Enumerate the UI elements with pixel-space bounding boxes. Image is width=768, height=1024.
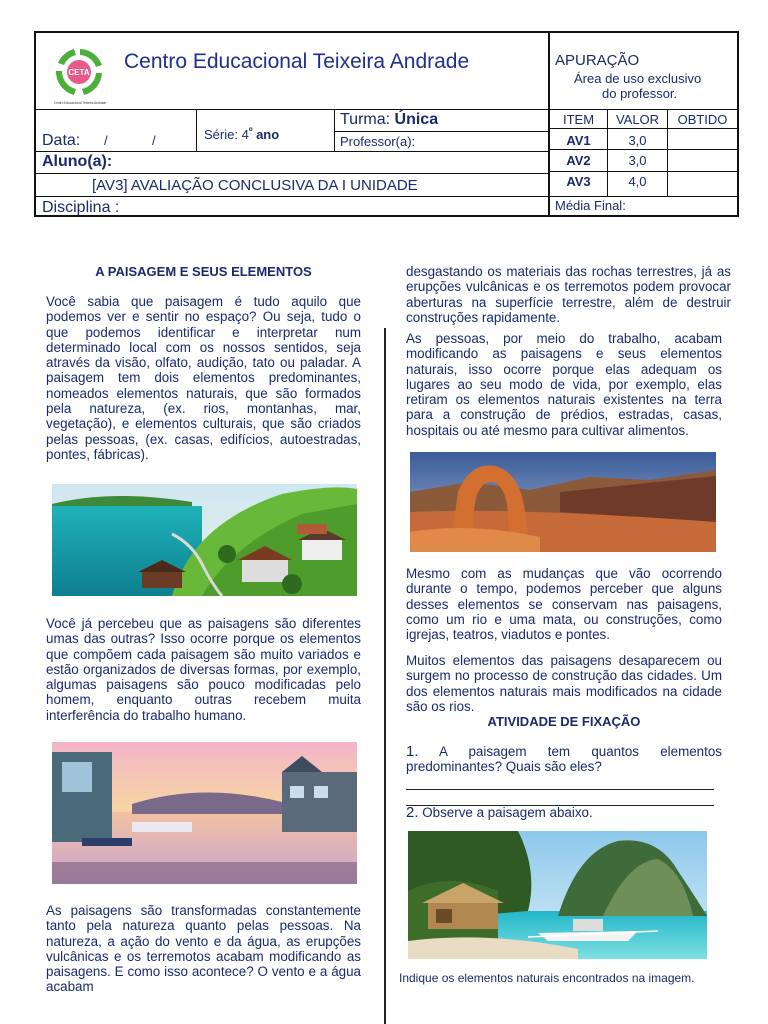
apuracao-title: APURAÇÃO [555,52,640,69]
turma-field: Turma: Única [340,111,439,128]
grades-header-valor: VALOR [615,112,660,127]
left-paragraph-2: Você já percebeu que as paisagens são diferentes umas das outras? Isso ocorre porque os elementos que compõem cada paisagem são muito variados e estão organizados de diversas formas, por exemplo, algumas paisagens são pouco modificadas pelo homem, enquanto outras recebem muita interferência do trabalho humano. [46,616,361,723]
answer-line-1[interactable] [406,789,714,790]
tropical-island-image [408,831,707,959]
question-1: 1. A paisagem tem quantos elementos predominantes? Quais são eles? [406,743,722,775]
right-paragraph-1: desgastando os materiais das rochas terrestres, já as erupções vulcânicas e os terremotos podem provocar aberturas na superfície terrestre, além de destruir construções rapidamente. [406,264,731,325]
grade-item-av1: AV1 [566,133,591,148]
rock-arch-image [410,452,716,552]
data-label: Data: [42,132,81,149]
svg-text:Centro Educacional Teixeira An: Centro Educacional Teixeira Andrade [53,101,107,105]
village-lake-image [52,484,357,596]
serie-field: Série: $4^º$ ano [204,127,280,142]
town-river-image [52,742,357,884]
grade-valor-av2: 3,0 [628,153,647,168]
header-table [34,31,739,217]
grades-header-obtido: OBTIDO [677,112,728,127]
data-sep-1: / [104,133,108,148]
school-name: Centro Educacional Teixeira Andrade [124,50,470,73]
professor-label: Professor(a): [340,134,416,149]
grade-item-av2: AV2 [566,153,591,168]
grade-item-av3: AV3 [566,174,591,189]
grade-valor-av1: 3,0 [628,133,647,148]
right-paragraph-4: Muitos elementos das paisagens desaparecem ou surgem no processo de construção das cidades. Um dos elementos naturais mais modificados na cidade são os rios. [406,653,722,714]
left-paragraph-1: Você sabia que paisagem é tudo aquilo que podemos ver e sentir no espaço? Ou seja, tudo o que podemos identificar e interpretar num determinado local com os nossos sentidos, seja através da visão, olfato, audição, tato ou paladar. A paisagem tem dois elementos predominantes, nomeados elementos naturais, que são formados pela natureza, (ex. rios, montanhas, mar, vegetação), e elementos culturais, que são criados pelas pessoas, (ex. casas, edifícios, autoestradas, pontes, fábricas). [46,294,361,462]
left-paragraph-3: As paisagens são transformadas constantemente tanto pela natureza quanto pelas pessoas. Na natureza, a ação do vento e da água, as erupções vulcânicas e os terremotos acabam modificando as paisagens. E como isso acontece? O vento e a água acabam [46,903,361,995]
right-paragraph-2: As pessoas, por meio do trabalho, acabam modificando as paisagens e seus elementos naturais, isso ocorre porque elas adequam os lugares ao seu modo de vida, por exemplo, elas retiram os elementos naturais existentes na terra para a construção de prédios, estradas, casas, hospitais ou até mesmo para cultivar alimentos. [406,331,722,438]
data-sep-2: / [152,133,156,148]
media-final-label: Média Final: [555,198,626,213]
question-2: 2. Observe a paisagem abaixo. [406,804,593,821]
column-divider [384,328,386,1024]
right-paragraph-3: Mesmo com as mudanças que vão ocorrendo durante o tempo, podemos perceber que alguns desses elementos se conservam nas paisagens, como um rio e uma mata, ou construções, como igrejas, teatros, viadutos e pontes. [406,566,722,643]
grades-header-item: ITEM [562,112,595,127]
svg-text:CETA: CETA [68,68,90,77]
question-2-instruction: Indique os elementos naturais encontrados na imagem. [399,971,695,985]
apuracao-note-1: Área de uso exclusivo [574,71,702,86]
aluno-label: Aluno(a): [42,153,113,170]
grade-valor-av3: 4,0 [628,174,647,189]
activity-title: ATIVIDADE DE FIXAÇÃO [487,714,641,729]
school-logo-icon [44,43,116,105]
left-section-title: A PAISAGEM E SEUS ELEMENTOS [95,264,312,279]
disciplina-label: Disciplina : [42,199,120,216]
avaliacao-title: [AV3] AVALIAÇÃO CONCLUSIVA DA I UNIDADE [92,177,418,194]
apuracao-note-2: do professor. [602,86,678,101]
